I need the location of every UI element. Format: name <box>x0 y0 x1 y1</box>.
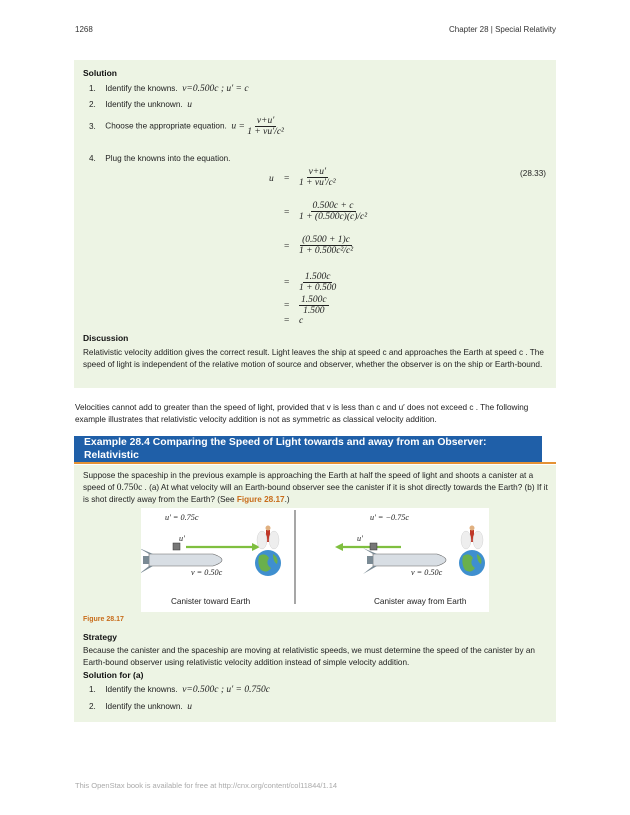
equation-number: (28.33) <box>520 169 546 178</box>
numerator: 1.500c <box>301 295 327 305</box>
step-number: 2. <box>89 100 96 109</box>
step-2 <box>89 100 192 110</box>
step-text: Identify the unknown. <box>105 100 183 109</box>
title-underline <box>74 462 556 464</box>
denominator: 1 + vu′/c² <box>247 127 284 137</box>
example-title-line-1: Example 28.4 Comparing the Speed of Light towards and away from an Observer: Relativistic <box>84 437 487 461</box>
example-title <box>74 436 542 462</box>
eq-sign-3: = <box>284 242 290 252</box>
numerator: v+u′ <box>256 116 275 126</box>
derivation-line-1 <box>299 167 336 188</box>
left-u-label: u′ = 0.75c <box>165 513 199 522</box>
observer-icon <box>461 526 483 550</box>
solution-a-heading: Solution for (a) <box>83 670 144 680</box>
denominator: 1.500 <box>303 306 325 316</box>
step-3 <box>89 116 284 137</box>
intro-text: Suppose the spaceship in the previous example is approaching the Earth at half the speed of light and shoots a canister at a speed of <box>83 471 534 492</box>
canister-icon <box>370 543 377 550</box>
step-number: 3. <box>89 121 96 131</box>
strategy-heading: Strategy <box>83 632 118 642</box>
step-text: Identify the unknown. <box>105 702 183 711</box>
step-number: 1. <box>89 84 96 93</box>
derivation-line-4 <box>299 272 336 293</box>
left-caption: Canister toward Earth <box>171 597 251 606</box>
denominator: 1 + (0.500c)(c)/c² <box>299 212 368 222</box>
earth-icon <box>255 550 281 576</box>
body-paragraph: Velocities cannot add to greater than the speed of light, provided that v is less than c and u′ does not exceed c . The following example illustrates that relativistic velocity addition is not as symmetric as classical velocity addition. <box>75 403 529 424</box>
left-u-small-label: u′ <box>179 534 185 543</box>
eq-sign-4: = <box>284 278 290 288</box>
step-text: Choose the appropriate equation. <box>105 121 227 131</box>
numerator: 1.500c <box>304 272 331 282</box>
eq-sign-6: = <box>284 316 290 326</box>
step-1 <box>89 84 249 94</box>
example-step-2 <box>89 702 192 712</box>
left-v-label: v = 0.50c <box>191 568 223 577</box>
step-number: 1. <box>89 685 96 694</box>
step-text: Identify the knowns. <box>105 685 178 694</box>
equation-lhs: u = <box>231 121 245 132</box>
earth-icon <box>459 550 485 576</box>
intro-math: 0.750c <box>116 482 143 493</box>
discussion-text: Relativistic velocity addition gives the correct result. Light leaves the ship at speed c and approaches the Earth at speed c . The speed of light is independent of the relative motion of source and observer, whether the observer is on the ship or Earth-bound. <box>83 348 544 369</box>
step-math: u <box>187 100 192 110</box>
denominator: 1 + 0.500c²/c² <box>299 246 354 256</box>
intro-text: . (a) At what velocity will an Earth-bound observer see the canister if it is shot directly towards the Earth? (b) If it is shot directly away from the Earth? (See <box>83 482 548 504</box>
equation-fraction <box>247 116 284 137</box>
step-4 <box>89 154 230 163</box>
strategy-text: Because the canister and the spaceship are moving at relativistic speeds, we must determine the speed of the canister by an Earth-bound observer using relativistic velocity addition instead of simple velocity addition. <box>83 646 535 667</box>
right-caption: Canister away from Earth <box>374 597 467 606</box>
denominator: 1 + vu′/c² <box>299 178 336 188</box>
numerator: 0.500c + c <box>312 201 354 211</box>
arrowhead-icon <box>335 543 343 551</box>
step-number: 4. <box>89 154 96 163</box>
right-u-small-label: u′ <box>357 534 363 543</box>
eq-sign-1: = <box>284 174 290 184</box>
footer-note: This OpenStax book is available for free at http://cnx.org/content/col11844/1.14 <box>75 781 338 790</box>
step-math: v=0.500c ; u′ = c <box>182 84 249 94</box>
eq-sign-2: = <box>284 208 290 218</box>
derivation-line-3 <box>299 235 353 256</box>
numerator: v+u′ <box>308 167 327 177</box>
chapter-title: Chapter 28 | Special Relativity <box>448 25 556 34</box>
derivation-lhs: u <box>269 174 274 184</box>
derivation-line-2 <box>299 201 367 222</box>
solution-heading: Solution <box>83 68 117 78</box>
derivation-line-5 <box>299 295 329 316</box>
step-number: 2. <box>89 702 96 711</box>
solution-box <box>74 60 556 388</box>
page-number: 1268 <box>75 25 93 34</box>
right-v-label: v = 0.50c <box>411 568 443 577</box>
figure-link[interactable]: Figure 28.17 <box>236 495 285 504</box>
right-u-label: u′ = −0.75c <box>370 513 409 522</box>
figure-label: Figure 28.17 <box>83 616 124 623</box>
denominator: 1 + 0.500 <box>299 283 337 293</box>
eq-sign-5: = <box>284 301 290 311</box>
figure-28-17 <box>141 508 489 612</box>
example-intro <box>83 470 548 506</box>
observer-icon <box>257 526 279 550</box>
intro-text: .) <box>284 495 290 504</box>
step-text: Plug the knowns into the equation. <box>105 154 231 163</box>
step-text: Identify the knowns. <box>105 84 178 93</box>
numerator: (0.500 + 1)c <box>302 235 350 245</box>
derivation-line-6: c <box>299 316 304 326</box>
step-math: u <box>187 702 192 712</box>
canister-icon <box>173 543 180 550</box>
example-step-1 <box>89 685 270 695</box>
discussion-heading: Discussion <box>83 333 129 343</box>
step-math: v=0.500c ; u′ = 0.750c <box>182 685 270 695</box>
